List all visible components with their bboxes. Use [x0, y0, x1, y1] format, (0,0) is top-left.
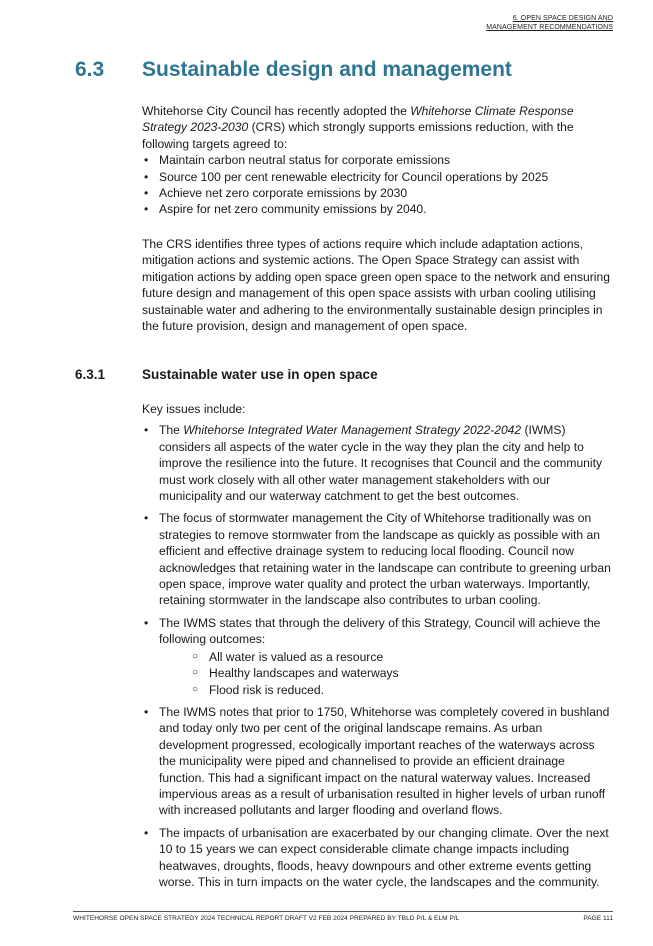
target-item: • Source 100 per cent renewable electricity for Council operations by 2025 — [142, 169, 612, 185]
issue-item — [142, 615, 612, 698]
outcomes-list — [159, 649, 612, 698]
running-header-line-1: 6. OPEN SPACE DESIGN AND — [512, 15, 613, 22]
target-item: • Achieve net zero corporate emissions by 2030 — [142, 185, 612, 201]
subsection-heading — [75, 367, 378, 382]
running-header — [486, 14, 613, 32]
issue-1-pre: The — [159, 423, 184, 438]
target-item: • Maintain carbon neutral status for corporate emissions — [142, 152, 612, 168]
crs-paragraph: The CRS identifies three types of actions require which include adaptation actions, mitigation actions and systemic actions. The Open Space Strategy can assist with mitigation actions by adding open space green open space to the network and ensuring future design and management of this open space assists with urban cooling utilising sustainable water and adhering to the environmentally sustainable design principles in the future provision, design and management of open space. — [142, 237, 610, 334]
targets-list — [142, 152, 612, 218]
intro-strategy-title: Whitehorse Climate Response Strategy 2023-2030 — [142, 104, 574, 135]
section-number: 6.3 — [75, 58, 105, 81]
intro-paragraph — [142, 103, 612, 152]
section-heading — [75, 58, 623, 82]
subsection-number: 6.3.1 — [75, 367, 106, 382]
key-issues-list — [142, 422, 612, 890]
issue-1-post: (IWMS) considers all aspects of the water cycle in the way they plan the city and help to improve the resilience into the future. It recognises that Council and the community must work closely with all other water management stakeholders with our municipality and our waterway catchment to get the best outcomes. — [159, 423, 602, 504]
crs-block — [142, 236, 612, 334]
issue-item: • The IWMS notes that prior to 1750, Whitehorse was completely covered in bushland and today only two per cent of the original landscape remains. As urban development progressed, ecologically important reaches of the waterways across the municipality were piped and channelised to provide an efficient drainage function. This had a significant impact on the natural waterway values. Increased impervious areas as a result of urbanisation resulted in higher levels of urban runoff with increased pollutants and larger flooding and overland flows. — [142, 704, 612, 819]
page-number: PAGE 111 — [583, 915, 613, 922]
outcome-item: ○ All water is valued as a resource — [159, 649, 612, 665]
issue-item — [142, 422, 612, 504]
intro-pre: Whitehorse City Council has recently adopted the — [142, 104, 411, 118]
page-footer — [73, 911, 613, 922]
outcome-item: ○ Flood risk is reduced. — [159, 682, 612, 698]
subsection-title: Sustainable water use in open space — [142, 367, 378, 382]
issue-1-strategy-title: Whitehorse Integrated Water Management Strategy 2022-2042 — [183, 423, 522, 438]
outcome-item: ○ Healthy landscapes and waterways — [159, 665, 612, 681]
target-item: • Aspire for net zero community emissions by 2040. — [142, 201, 612, 217]
footer-document-info: WHITEHORSE OPEN SPACE STRATEGY 2024 TECHNICAL REPORT DRAFT V2 FEB 2024 PREPARED BY TBLD P/L & ELM P/L — [73, 915, 460, 922]
issue-item: • The impacts of urbanisation are exacerbated by our changing climate. Over the next 10 to 15 years we can expect considerable climate change impacts including heatwaves, droughts, floods, heavy downpours and other extreme events getting worse. This in turn impacts on the water cycle, the landscapes and the community. — [142, 825, 612, 891]
intro-post: (CRS) which strongly supports emissions reduction, with the following targets agreed to: — [142, 120, 574, 151]
issue-3-text: The IWMS states that through the delivery of this Strategy, Council will achieve the following outcomes: — [159, 615, 601, 647]
issue-item: • The focus of stormwater management the City of Whitehorse traditionally was on strategies to remove stormwater from the landscape as quickly as possible with an efficient and effective drainage system to reducing local flooding. Council now acknowledges that retaining water in the landscape can contribute to greening urban open space, improve water quality and protect the urban waterways. Importantly, retaining stormwater in the landscape also contributes to urban cooling. — [142, 510, 612, 608]
section-title: Sustainable design and management — [142, 58, 512, 81]
key-issues-block — [142, 401, 612, 896]
key-issues-lead: Key issues include: — [142, 402, 246, 416]
intro-block — [142, 103, 612, 218]
running-header-line-2: MANAGEMENT RECOMMENDATIONS — [486, 24, 613, 31]
